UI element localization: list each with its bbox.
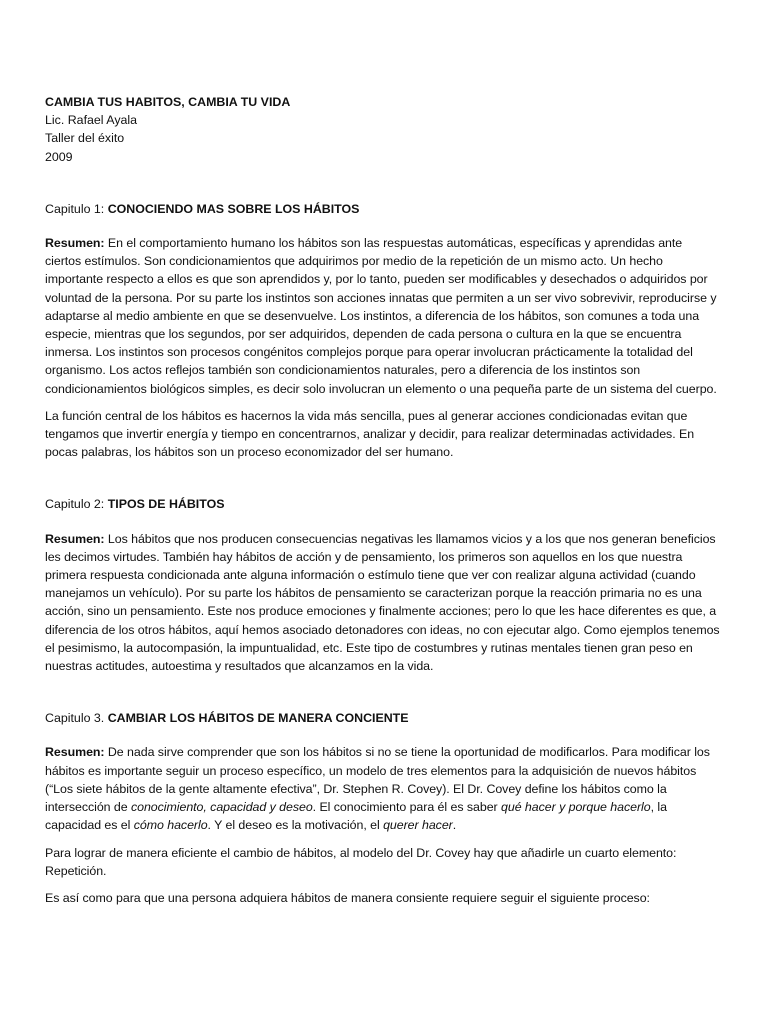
summary-label: Resumen: — [45, 745, 105, 760]
chapter-2-summary: Resumen: Los hábitos que nos producen consecuencias negativas les llamamos vicios y a los que nos generan beneficios les decimos virtudes. También hay hábitos de acción y de pensamiento, los primeros son aquellos en los que nuestra primera respuesta condicionada ante alguna información o estímulo tiene que ver con realizar alguna actividad (cuando manejamos un vehículo). Por su parte los hábitos de pensamiento se caracterizan porque la reacción primaria no es una acción, sino un pensamiento. Este nos produce emociones y finalmente acciones; pero lo que les hace diferentes es que, a diferencia de los otros hábitos, aquí hemos asociado detonadores con ideas, no con ejecutar algo. Como ejemplos tenemos el pesimismo, la autocompasión, la impuntualidad, etc. Este tipo de costumbres y rutinas mentales tienen gran peso en nuestras actitudes, autoestima y resultados que alcanzamos en la vida. — [45, 531, 720, 674]
chapter-1-heading: Capitulo 1: CONOCIENDO MAS SOBRE LOS HÁBITOS — [45, 201, 360, 216]
summary-label: Resumen: — [45, 531, 105, 546]
chapter-1-summary: Resumen: En el comportamiento humano los hábitos son las respuestas automáticas, específicas y aprendidas ante ciertos estímulos. Son condicionamientos que adquirimos por medio de la repetición de un mismo acto. Un hecho importante respecto a ellos es que son aprendidos y, por lo tanto, pueden ser modificables y desechados o adquiridos por voluntad de la persona. Por su parte los instintos son acciones innatas que permiten a un ser vivo sobrevivir, reproducirse y adaptarse al medio ambiente en que se desenvuelve. Los instintos, a diferencia de los hábitos, son comunes a toda una especie, mientras que los segundos, por ser adquiridos, dependen de cada persona o cultura en la que se encuentra inmersa. Los instintos son procesos congénitos complejos porque para operar involucran prácticamente la totalidad del organismo. Los actos reflejos también son condicionamientos naturales, pero a diferencia de los instintos son condicionamientos biológicos simples, es decir solo involucran un elemento o una pequeña parte de un sistema del cuerpo. — [45, 236, 717, 396]
chapter-3-paragraph-2: Para lograr de manera eficiente el cambio de hábitos, al modelo del Dr. Covey hay que añadirle un cuarto elemento: Repetición. — [45, 845, 677, 878]
chapter-1-paragraph-2: La función central de los hábitos es hacernos la vida más sencilla, pues al generar acciones condicionadas evitan que tengamos que invertir energía y tiempo en concentrarnos, analizar y decidir, para realizar determinadas actividades. En pocas palabras, los hábitos son un proceso economizador del ser humano. — [45, 408, 695, 460]
chapter-1-name: CONOCIENDO MAS SOBRE LOS HÁBITOS — [107, 201, 360, 216]
chapter-3-heading: Capitulo 3. CAMBIAR LOS HÁBITOS DE MANERA CONCIENTE — [45, 711, 409, 726]
chapter-2-heading: Capitulo 2: TIPOS DE HÁBITOS — [45, 497, 225, 512]
chapter-2-name: TIPOS DE HÁBITOS — [107, 497, 225, 512]
book-year: 2009 — [45, 149, 73, 164]
chapter-3-paragraph-3: Es así como para que una persona adquiera hábitos de manera consiente requiere seguir el siguiente proceso: — [45, 890, 650, 905]
chapter-3-summary: Resumen: De nada sirve comprender que son los hábitos si no se tiene la oportunidad de modificarlos. Para modificar los hábitos es importante seguir un proceso específico, un modelo de tres elementos para la adquisición de nuevos hábitos (“Los siete hábitos de la gente altamente efectiva”, Dr. Stephen R. Covey). El Dr. Covey define los hábitos como la intersección de conocimiento, capacidad y deseo. El conocimiento para él es saber qué hacer y porque hacerlo, la capacidad es el cómo hacerlo. Y el deseo es la motivación, el querer hacer. — [45, 745, 710, 833]
document-page — [45, 93, 721, 907]
book-title: CAMBIA TUS HABITOS, CAMBIA TU VIDA — [45, 95, 291, 109]
chapter-3-name: CAMBIAR LOS HÁBITOS DE MANERA CONCIENTE — [107, 711, 409, 726]
book-author: Lic. Rafael Ayala — [45, 113, 138, 128]
summary-label: Resumen: — [45, 236, 105, 251]
book-publisher: Taller del éxito — [45, 131, 125, 146]
